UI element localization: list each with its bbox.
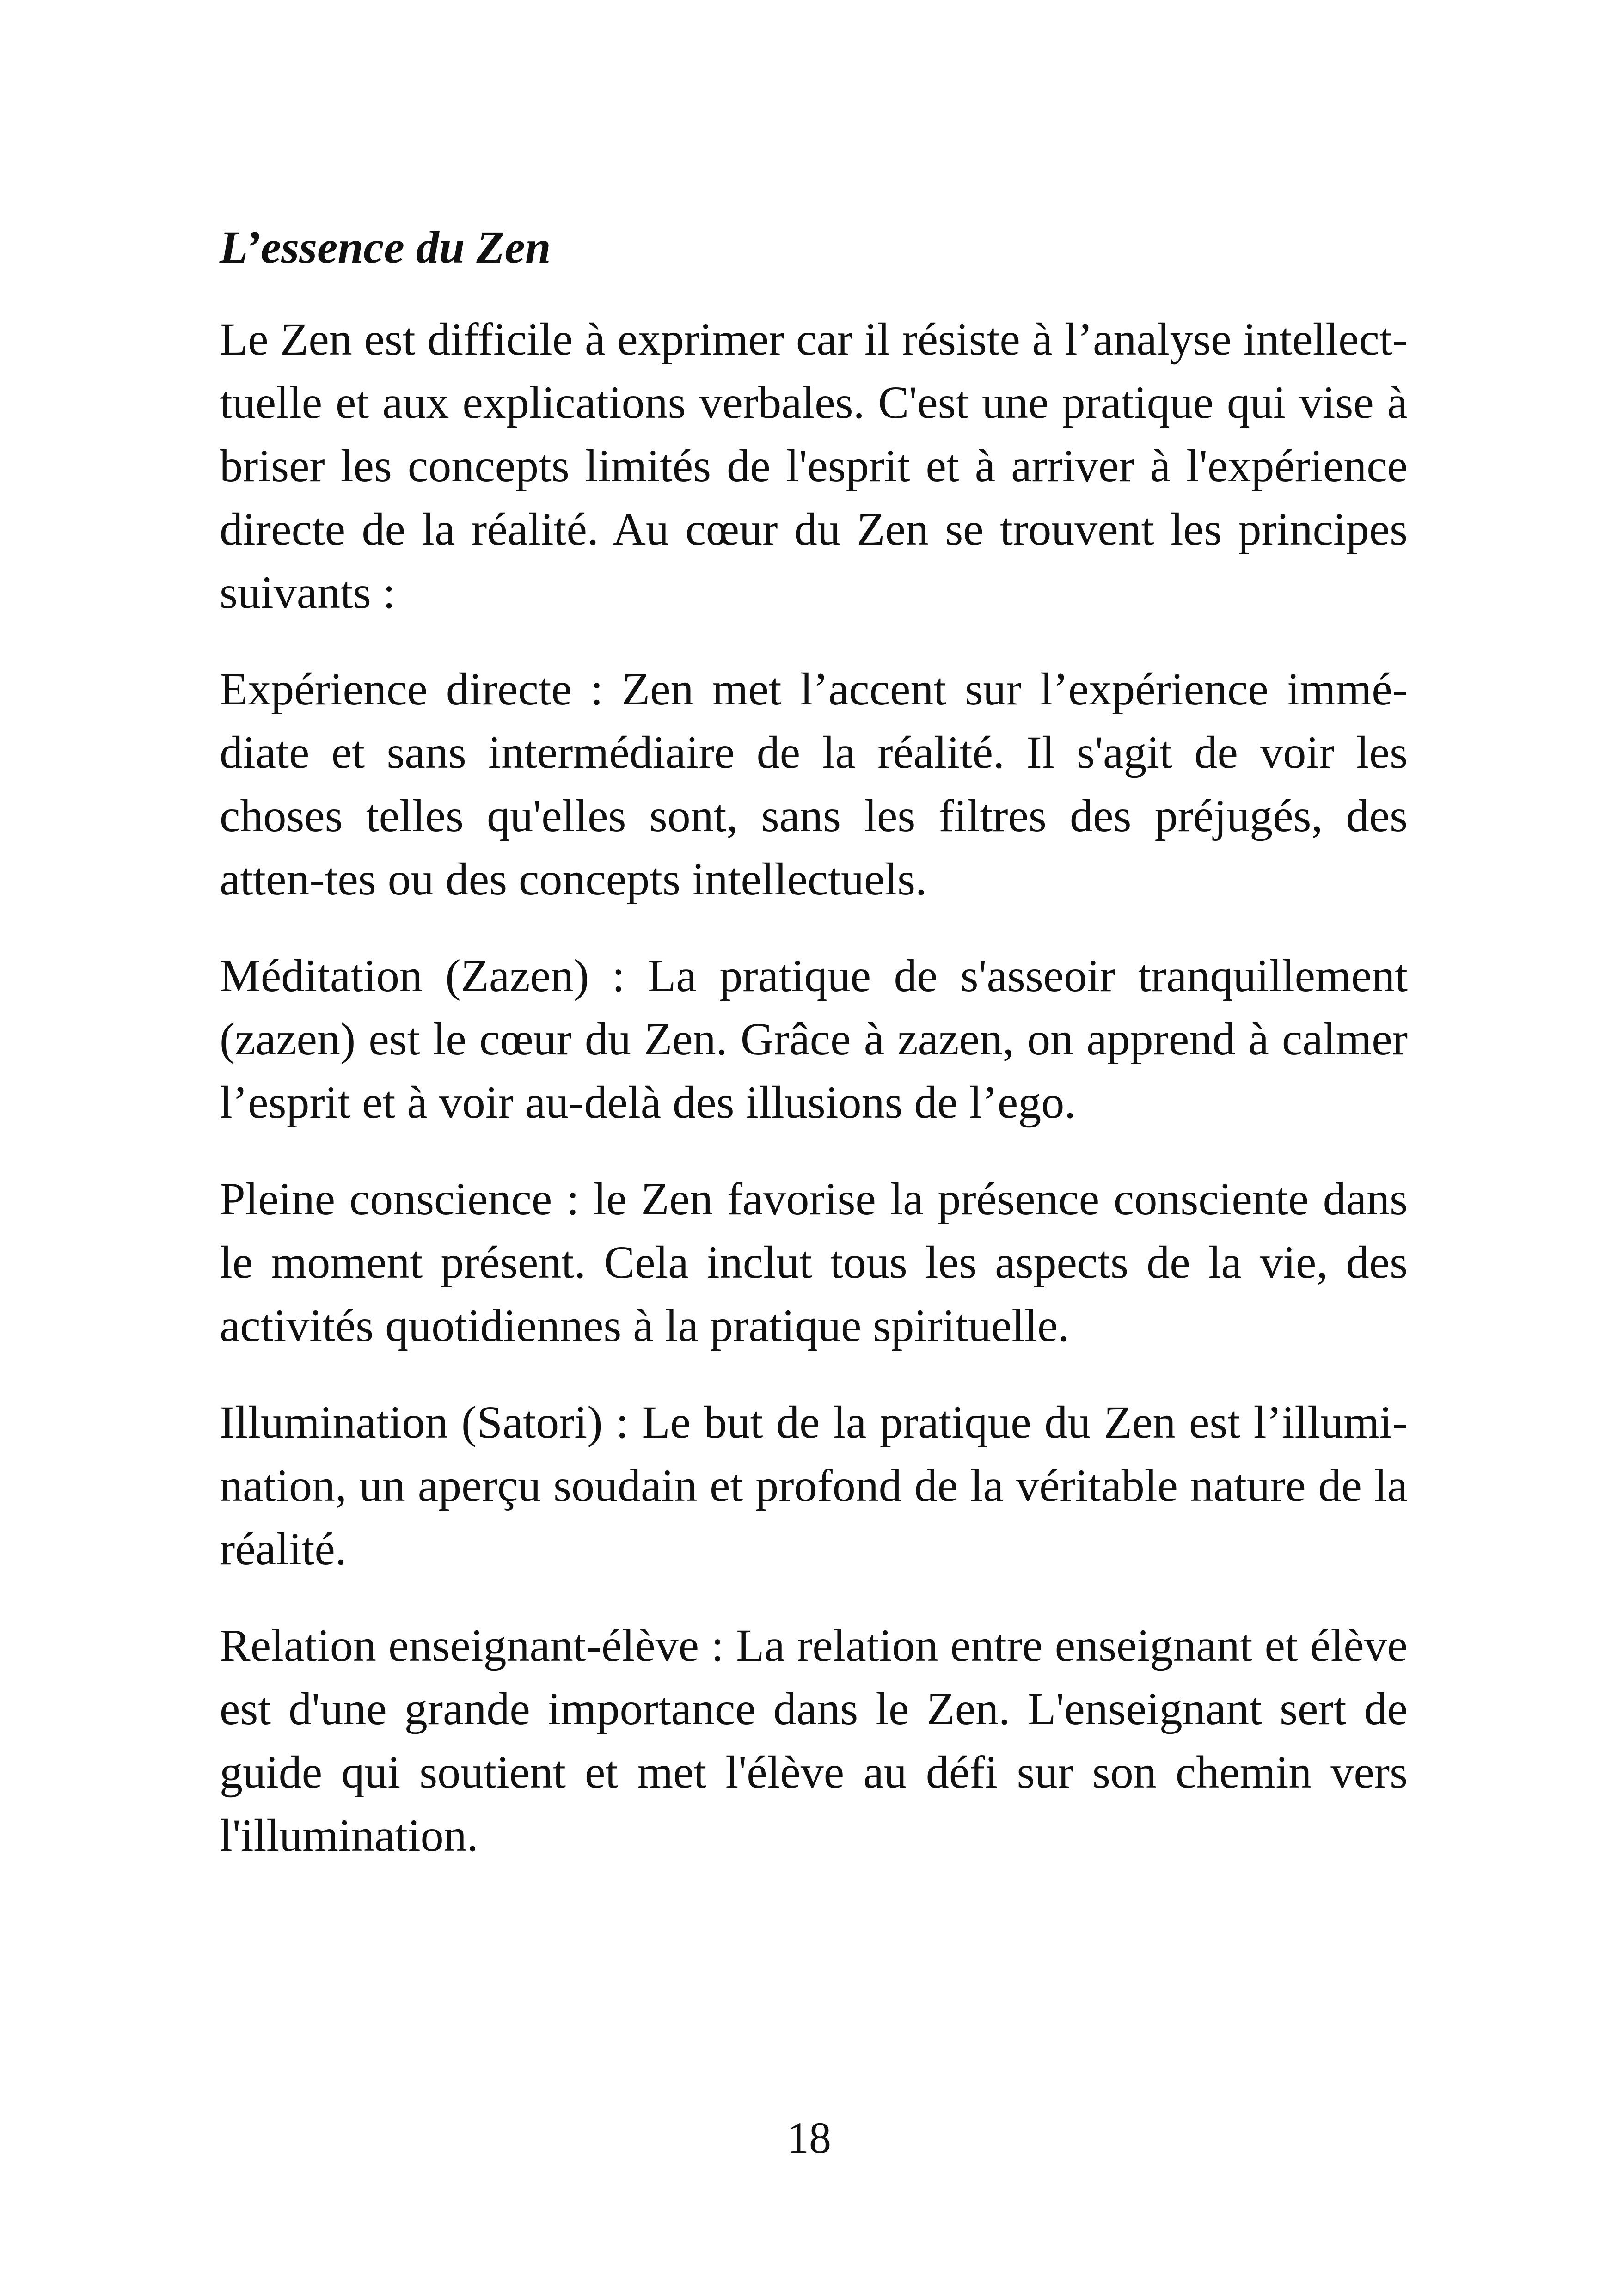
principle-satori-paragraph: Illumination (Satori) : Le but de la pratique du Zen est l’illumi-nation, un aperçu soudain et profond de la véritable nature de la réalité. xyxy=(220,1396,1408,1574)
intro-paragraph: Le Zen est difficile à exprimer car il résiste à l’analyse intellect-tuelle et aux explications verbales. C'est une pratique qui vise à briser les concepts limités de l'esprit et à arriver à l'expérience directe de la réalité. Au cœur du Zen se trouvent les principes suivants : xyxy=(220,313,1408,618)
principle-zazen-paragraph: Méditation (Zazen) : La pratique de s'asseoir tranquillement (zazen) est le cœur du Zen. Grâce à zazen, on apprend à calmer l’esprit et à voir au-delà des illusions de l’ego. xyxy=(220,950,1408,1128)
principle-direct-experience-paragraph: Expérience directe : Zen met l’accent sur l’expérience immé-diate et sans intermédiaire de la réalité. Il s'agit de voir les choses telles qu'elles sont, sans les filtres des préjugés, des atten-tes ou des concepts intellectuels. xyxy=(220,663,1408,905)
section-title: L’essence du Zen xyxy=(220,221,551,273)
page-content xyxy=(220,217,1408,1900)
principle-teacher-student-paragraph: Relation enseignant-élève : La relation entre enseignant et élève est d'une grande importance dans le Zen. L'enseignant sert de guide qui soutient et met l'élève au défi sur son chemin vers l'illumination. xyxy=(220,1620,1408,1861)
page-number: 18 xyxy=(787,2113,831,2162)
principle-mindfulness-paragraph: Pleine conscience : le Zen favorise la présence consciente dans le moment présent. Cela inclut tous les aspects de la vie, des activités quotidiennes à la pratique spirituelle. xyxy=(220,1173,1408,1351)
